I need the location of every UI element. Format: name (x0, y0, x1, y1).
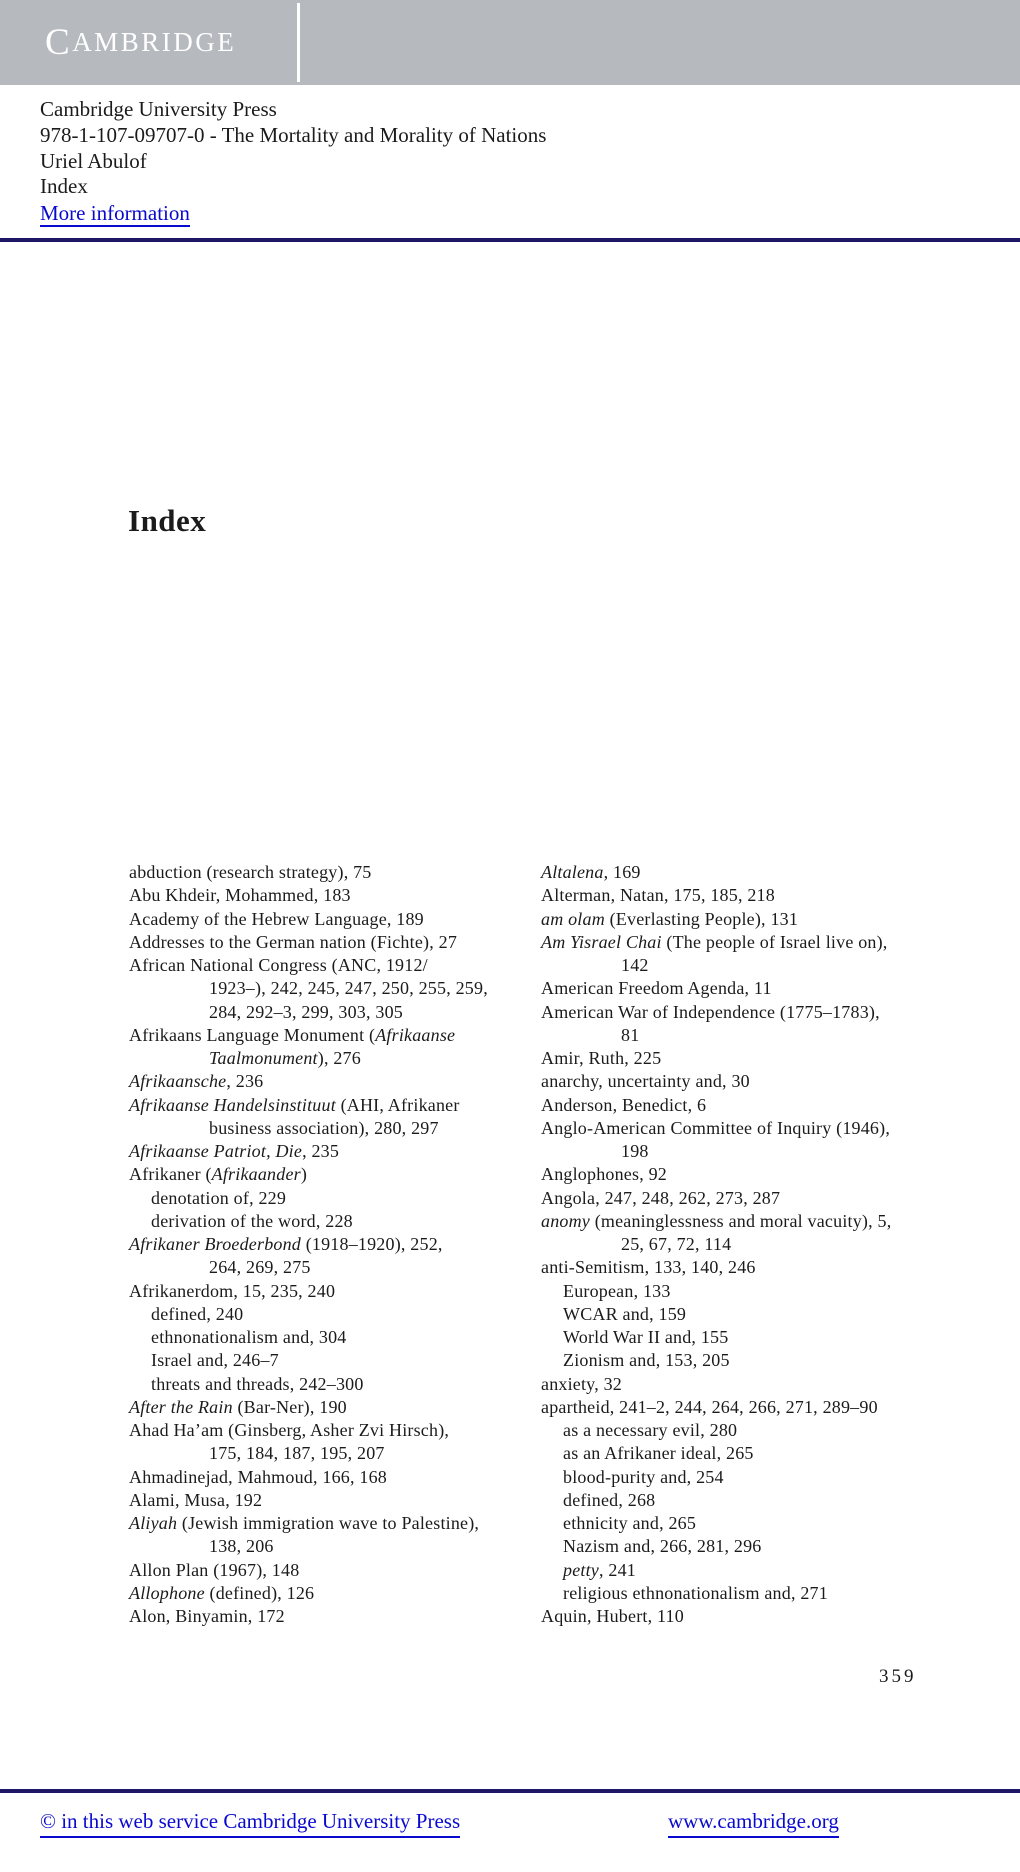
index-entry-line (541, 908, 991, 931)
index-entry-line (541, 977, 991, 1000)
index-text-segment: Alterman, Natan, 175, 185, 218 (541, 885, 775, 906)
page-title: Index (128, 503, 207, 538)
index-text-segment: apartheid, 241–2, 244, 264, 266, 271, 289–90 (541, 1396, 878, 1417)
index-text-segment: 264, 269, 275 (209, 1257, 311, 1278)
index-text-segment: Allon Plan (1967), 148 (129, 1559, 300, 1580)
index-text-segment: Afrikaner ( (129, 1164, 212, 1185)
index-entry-line (541, 1303, 991, 1326)
index-entry-line (129, 931, 539, 954)
index-text-segment: WCAR and, 159 (563, 1303, 687, 1324)
logo-rest: AMBRIDGE (72, 27, 237, 57)
cambridge-logo-banner (0, 0, 1020, 85)
index-text-segment: American Freedom Agenda, 11 (541, 978, 772, 999)
index-entry-line (129, 1396, 539, 1419)
index-entry-line (541, 1605, 991, 1628)
index-entry-line (541, 931, 991, 954)
index-text-segment: (The people of Israel live on), (661, 931, 888, 952)
index-text-segment: Angola, 247, 248, 262, 273, 287 (541, 1187, 781, 1208)
index-column-right (541, 861, 991, 1628)
index-text-segment: anomy (541, 1210, 590, 1231)
index-text-segment: ) (300, 1164, 308, 1185)
index-text-segment: business association), 280, 297 (209, 1117, 439, 1138)
index-text-segment: 81 (621, 1024, 640, 1045)
index-entry-line (541, 1280, 991, 1303)
author-name: Uriel Abulof (40, 148, 147, 173)
index-entry-line (541, 1233, 991, 1256)
index-text-segment: religious ethnonationalism and, 271 (563, 1582, 828, 1603)
index-text-segment: 138, 206 (209, 1536, 274, 1557)
index-entry-line (129, 1373, 539, 1396)
index-text-segment: denotation of, 229 (151, 1187, 287, 1208)
index-entry-line (541, 1442, 991, 1465)
banner-divider-line (297, 3, 300, 82)
index-entry-line (541, 1140, 991, 1163)
index-text-segment: Academy of the Hebrew Language, 189 (129, 908, 424, 929)
index-text-segment: (Jewish immigration wave to Palestine), (177, 1513, 480, 1533)
index-entry-line (541, 884, 991, 907)
index-entry-line (541, 1349, 991, 1372)
index-entry-line (129, 1280, 539, 1303)
website-link[interactable]: www.cambridge.org (668, 1809, 839, 1838)
index-entry-line (129, 977, 539, 1000)
index-entry-line (541, 1419, 991, 1442)
index-text-segment: Anglo-American Committee of Inquiry (1946), (541, 1117, 891, 1138)
index-text-segment: (AHI, Afrikaner (335, 1094, 460, 1115)
index-text-segment: (Everlasting People), 131 (604, 908, 799, 929)
index-text-segment: derivation of the word, 228 (151, 1210, 353, 1231)
index-text-segment: Afrikaans Language Monument ( (129, 1024, 376, 1045)
index-text-segment: European, 133 (563, 1280, 671, 1301)
index-text-segment: Afrikanerdom, 15, 235, 240 (129, 1280, 336, 1301)
index-text-segment: (Bar-Ner), 190 (232, 1396, 347, 1417)
index-entry-line (129, 1582, 539, 1605)
index-entry-line (541, 1094, 991, 1117)
book-isbn-title: 978-1-107-09707-0 - The Mortality and Morality of Nations (40, 122, 547, 147)
index-entry-line (541, 1489, 991, 1512)
index-entry-line (129, 1070, 539, 1093)
index-text-segment: 284, 292–3, 299, 303, 305 (209, 1001, 403, 1022)
index-entry-line (129, 1094, 539, 1117)
index-entry-line (129, 1559, 539, 1582)
index-entry-line (541, 1187, 991, 1210)
copyright-link[interactable]: © in this web service Cambridge University Press (40, 1809, 460, 1838)
footer-rule (0, 1789, 1020, 1793)
index-entry-line (541, 1001, 991, 1024)
index-text-segment: , 235 (302, 1141, 340, 1161)
index-entry-line (129, 1256, 539, 1279)
index-text-segment: defined, 268 (563, 1489, 656, 1510)
index-text-segment: threats and threads, 242–300 (151, 1373, 364, 1394)
index-text-segment: anti-Semitism, 133, 140, 246 (541, 1257, 756, 1278)
index-text-segment: as a necessary evil, 280 (563, 1420, 738, 1440)
index-entry-line (129, 954, 539, 977)
index-text-segment: (1918–1920), 252, (301, 1234, 443, 1254)
index-text-segment: Afrikaanse Handelsinstituut (129, 1094, 336, 1115)
index-entry-line (129, 884, 539, 907)
index-text-segment: 25, 67, 72, 114 (621, 1234, 732, 1254)
index-text-segment: am olam (541, 908, 605, 929)
index-text-segment: 175, 184, 187, 195, 207 (209, 1443, 385, 1464)
index-entry-line (541, 1466, 991, 1489)
index-entry-line (541, 1070, 991, 1093)
index-entry-line (541, 1163, 991, 1186)
index-text-segment: Am Yisrael Chai (541, 931, 662, 952)
publisher-name: Cambridge University Press (40, 97, 277, 121)
index-text-segment: (meaninglessness and moral vacuity), 5, (590, 1210, 892, 1231)
index-entry-line (129, 1187, 539, 1210)
index-entry-line (541, 1117, 991, 1140)
index-text-segment: Addresses to the German nation (Fichte), 27 (129, 931, 458, 952)
index-entry-line (129, 1442, 539, 1465)
index-entry-line (129, 1001, 539, 1024)
index-text-segment: Afrikaanse (375, 1024, 456, 1045)
index-text-segment: ethnonationalism and, 304 (151, 1327, 347, 1347)
index-entry-line (129, 1163, 539, 1186)
index-entry-line (129, 1489, 539, 1512)
index-entry-line (541, 1559, 991, 1582)
index-entry-line (129, 1117, 539, 1140)
index-entry-line (541, 1326, 991, 1349)
index-text-segment: abduction (research strategy), 75 (129, 862, 372, 882)
index-text-segment: (defined), 126 (204, 1582, 315, 1603)
more-information-link[interactable]: More information (40, 201, 190, 226)
index-text-segment: African National Congress (ANC, 1912/ (129, 955, 428, 975)
index-entry-line (129, 1419, 539, 1442)
index-text-segment: Afrikaner Broederbond (129, 1234, 302, 1254)
index-text-segment: , 236 (226, 1071, 264, 1092)
index-entry-line (541, 1024, 991, 1047)
index-entry-line (129, 1024, 539, 1047)
index-text-segment: defined, 240 (151, 1303, 244, 1324)
index-entry-line (541, 1582, 991, 1605)
index-text-segment: ethnicity and, 265 (563, 1513, 697, 1533)
index-text-segment: anarchy, uncertainty and, 30 (541, 1071, 750, 1092)
index-entry-line (129, 1605, 539, 1628)
index-entry-line (541, 861, 991, 884)
index-entry-line (129, 1466, 539, 1489)
index-entry-line (129, 1535, 539, 1558)
index-entry-line (129, 908, 539, 931)
index-entry-line (129, 1233, 539, 1256)
index-text-segment: , 169 (603, 862, 641, 882)
index-text-segment: Ahmadinejad, Mahmoud, 166, 168 (129, 1466, 387, 1487)
index-entry-line (541, 1512, 991, 1535)
index-entry-line (129, 1210, 539, 1233)
index-entry-line (541, 1256, 991, 1279)
index-text-segment: World War II and, 155 (563, 1327, 729, 1347)
index-text-segment: Alon, Binyamin, 172 (129, 1606, 285, 1626)
header-rule (0, 238, 1020, 242)
cambridge-logo (45, 0, 236, 85)
index-entry-line (129, 1303, 539, 1326)
index-text-segment: Amir, Ruth, 225 (541, 1048, 662, 1068)
page-number: 359 (879, 1666, 917, 1687)
index-column-left (129, 861, 539, 1628)
index-text-segment: Abu Khdeir, Mohammed, 183 (129, 885, 351, 906)
index-entry-line (129, 1349, 539, 1372)
index-entry-line (541, 1047, 991, 1070)
index-text-segment: Aliyah (129, 1513, 178, 1533)
document-header (40, 97, 546, 227)
index-entry-line (129, 1140, 539, 1163)
index-text-segment: Nazism and, 266, 281, 296 (563, 1536, 762, 1557)
index-entry-line (129, 1512, 539, 1535)
index-text-segment: Afrikaansche (129, 1071, 227, 1092)
index-entry-line (129, 1326, 539, 1349)
index-text-segment: American War of Independence (1775–1783), (541, 1001, 880, 1022)
index-entry-line (541, 1373, 991, 1396)
index-text-segment: Aquin, Hubert, 110 (541, 1606, 684, 1626)
index-text-segment: Zionism and, 153, 205 (563, 1350, 730, 1371)
index-text-segment: anxiety, 32 (541, 1373, 623, 1394)
index-entry-line (541, 954, 991, 977)
index-text-segment: Afrikaander (211, 1164, 301, 1185)
index-text-segment: ), 276 (317, 1048, 361, 1068)
index-entry-line (541, 1210, 991, 1233)
index-text-segment: blood-purity and, 254 (563, 1466, 724, 1487)
index-text-segment: as an Afrikaner ideal, 265 (563, 1443, 754, 1464)
index-text-segment: 198 (621, 1141, 649, 1161)
index-text-segment: Israel and, 246–7 (151, 1350, 279, 1371)
index-text-segment: Ahad Ha’am (Ginsberg, Asher Zvi Hirsch), (129, 1420, 450, 1440)
index-text-segment: Allophone (129, 1582, 205, 1603)
index-text-segment: Taalmonument (209, 1048, 318, 1068)
index-text-segment: Anglophones, 92 (541, 1164, 667, 1185)
index-text-segment: petty (563, 1559, 599, 1580)
index-text-segment: 142 (621, 955, 649, 975)
index-text-segment: Afrikaanse Patriot, Die (129, 1141, 303, 1161)
index-entry-line (541, 1396, 991, 1419)
index-text-segment: Altalena (541, 862, 604, 882)
section-name: Index (40, 174, 88, 199)
index-text-segment: , 241 (598, 1559, 636, 1580)
index-entry-line (541, 1535, 991, 1558)
index-text-segment: After the Rain (129, 1396, 233, 1417)
index-entry-line (129, 861, 539, 884)
logo-initial: C (45, 22, 73, 63)
index-entry-line (129, 1047, 539, 1070)
index-text-segment: 1923–), 242, 245, 247, 250, 255, 259, (209, 978, 488, 999)
index-text-segment: Anderson, Benedict, 6 (541, 1094, 707, 1115)
index-text-segment: Alami, Musa, 192 (129, 1489, 263, 1510)
